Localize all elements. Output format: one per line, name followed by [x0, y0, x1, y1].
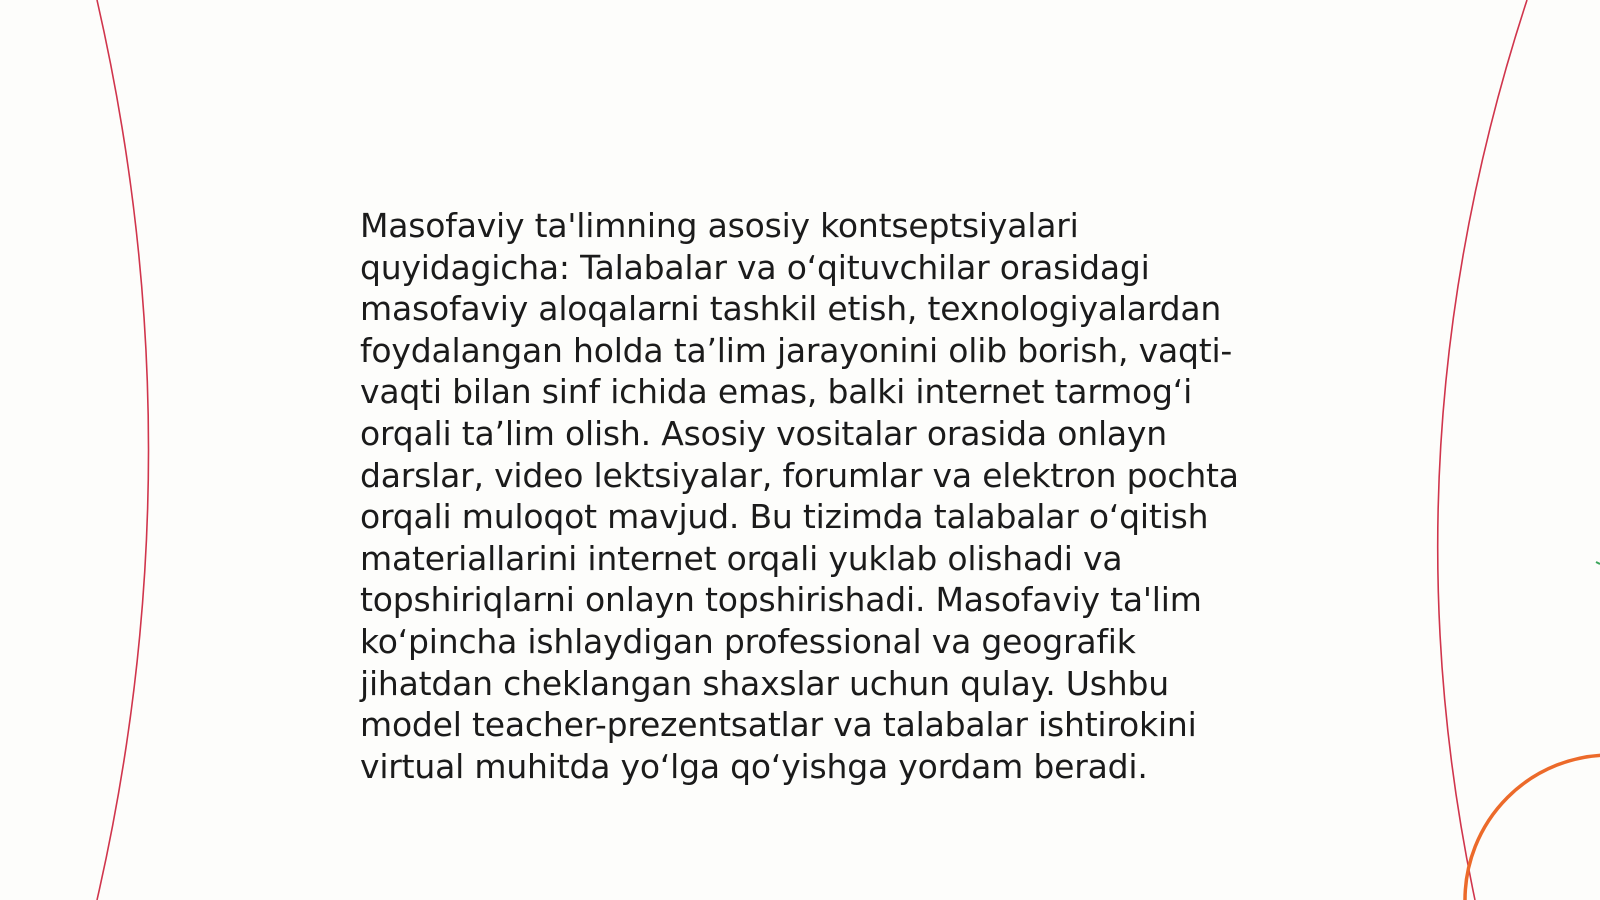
right-arc-line — [1438, 0, 1527, 900]
body-paragraph — [360, 205, 1240, 787]
paragraph-line: materiallarini internet orqali yuklab olishadi va — [360, 538, 1123, 578]
paragraph-line: vaqti bilan sinf ichida emas, balki internet tarmogʻi — [360, 372, 1193, 412]
paragraph-line: masofaviy aloqalarni tashkil etish, texnologiyalardan — [360, 289, 1222, 329]
paragraph-line: orqali taʼlim olish. Asosiy vositalar orasida onlayn — [360, 413, 1167, 453]
paragraph-line: koʻpincha ishlaydigan professional va geografik — [360, 621, 1136, 661]
paragraph-line: virtual muhitda yoʻlga qoʻyishga yordam beradi. — [360, 746, 1148, 786]
paragraph-line: Masofaviy ta'limning asosiy kontseptsiyalari — [360, 206, 1079, 245]
paragraph-line: model teacher-prezentsatlar va talabalar ishtirokini — [360, 705, 1197, 745]
paragraph-line: darslar, video lektsiyalar, forumlar va elektron pochta — [360, 455, 1239, 495]
paragraph-line: jihatdan cheklangan shaxslar uchun qulay. Ushbu — [360, 663, 1169, 703]
paragraph-line: quyidagicha: Talabalar va oʻqituvchilar orasidagi — [360, 247, 1150, 287]
paragraph-line: orqali muloqot mavjud. Bu tizimda talabalar oʻqitish — [360, 497, 1209, 537]
paragraph-line: topshiriqlarni onlayn topshirishadi. Masofaviy ta'lim — [360, 580, 1202, 620]
corner-orange-arc — [1465, 755, 1600, 900]
left-arc-line — [97, 0, 149, 900]
green-accent-tick — [1596, 562, 1600, 564]
paragraph-line: foydalangan holda taʼlim jarayonini olib borish, vaqti- — [360, 330, 1233, 370]
